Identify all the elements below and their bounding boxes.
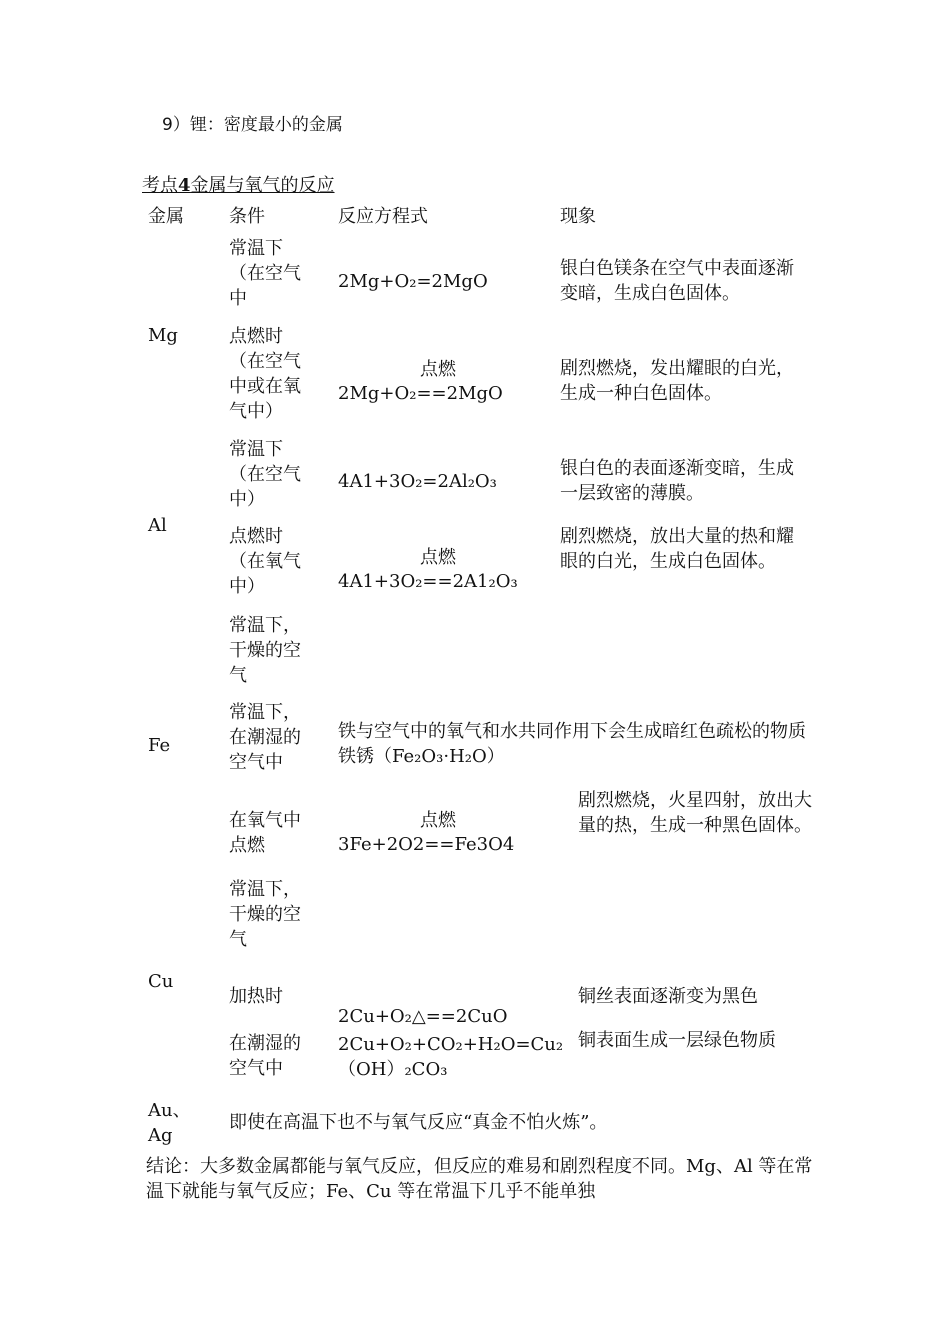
- metal-cu: Cu: [148, 971, 174, 992]
- section-number: 4: [178, 175, 191, 196]
- header-equation: 反应方程式: [338, 206, 428, 227]
- header-metal: 金属: [148, 206, 184, 227]
- fe3-equation: 3Fe+2O2==Fe3O4: [338, 834, 515, 855]
- mg2-over: 点燃: [420, 359, 456, 380]
- cu2-equation: 2Cu+O₂△==2CuO: [338, 1006, 508, 1027]
- mg1-phenomenon: 银白色镁条在空气中表面逐渐变暗，生成白色固体。: [560, 258, 794, 304]
- header-phenomenon: 现象: [560, 206, 596, 227]
- fe3-phenomenon: 剧烈燃烧，火星四射，放出大量的热，生成一种黑色固体。: [578, 790, 812, 836]
- mg2-phenomenon: 剧烈燃烧，发出耀眼的白光，生成一种白色固体。: [560, 358, 794, 404]
- fe2-condition: 常温下，在潮湿的空气中: [229, 702, 301, 773]
- cu3-equation: 2Cu+O₂+CO₂+H₂O=Cu₂（OH）₂CO₃: [338, 1034, 564, 1080]
- auag-note: 即使在高温下也不与氧气反应“真金不怕火炼”。: [229, 1112, 608, 1133]
- cu2-phenomenon: 铜丝表面逐渐变为黑色: [578, 986, 758, 1007]
- al2-equation: 4A1+3O₂==2A1₂O₃: [338, 571, 518, 592]
- fe3-over: 点燃: [420, 810, 456, 831]
- mg2-equation: 2Mg+O₂==2MgO: [338, 383, 503, 404]
- mg2-condition: 点燃时（在空气中或在氧气中）: [229, 326, 301, 422]
- fe3-condition: 在氧气中点燃: [229, 810, 301, 856]
- cu3-phenomenon: 铜表面生成一层绿色物质: [578, 1030, 776, 1051]
- mg1-equation: 2Mg+O₂=2MgO: [338, 271, 488, 292]
- header-condition: 条件: [229, 206, 265, 227]
- section-prefix: 考点: [142, 175, 178, 196]
- al1-condition: 常温下（在空气中）: [229, 439, 301, 510]
- metal-au-ag: Au、 Ag: [148, 1100, 191, 1146]
- metal-mg: Mg: [148, 325, 178, 346]
- cu2-condition: 加热时: [229, 986, 283, 1007]
- section-title: 金属与氧气的反应: [190, 175, 335, 196]
- cu1-condition: 常温下，干燥的空气: [229, 879, 301, 950]
- al1-phenomenon: 银白色的表面逐渐变暗，生成一层致密的薄膜。: [560, 458, 794, 504]
- fe2-phenomenon: 铁与空气中的氧气和水共同作用下会生成暗红色疏松的物质铁锈（Fe₂O₃·H₂O）: [338, 721, 806, 767]
- cu3-condition: 在潮湿的空气中: [229, 1033, 301, 1079]
- conclusion: 结论：大多数金属都能与氧气反应，但反应的难易和剧烈程度不同。Mg、Al 等在常温下就能与氧气反应；Fe、Cu 等在常温下几乎不能单独: [146, 1156, 813, 1202]
- al2-phenomenon: 剧烈燃烧，放出大量的热和耀眼的白光，生成白色固体。: [560, 526, 794, 572]
- section-heading: [142, 173, 335, 198]
- al1-equation: 4A1+3O₂=2Al₂O₃: [338, 471, 497, 492]
- fe1-condition: 常温下，干燥的空气: [229, 615, 301, 686]
- mg1-condition: 常温下（在空气中: [229, 238, 301, 309]
- metal-al: Al: [148, 515, 167, 536]
- al2-condition: 点燃时（在氧气中）: [229, 526, 301, 597]
- intro-item: 9）锂：密度最小的金属: [162, 115, 343, 135]
- metal-fe: Fe: [148, 735, 171, 756]
- al2-over: 点燃: [420, 547, 456, 568]
